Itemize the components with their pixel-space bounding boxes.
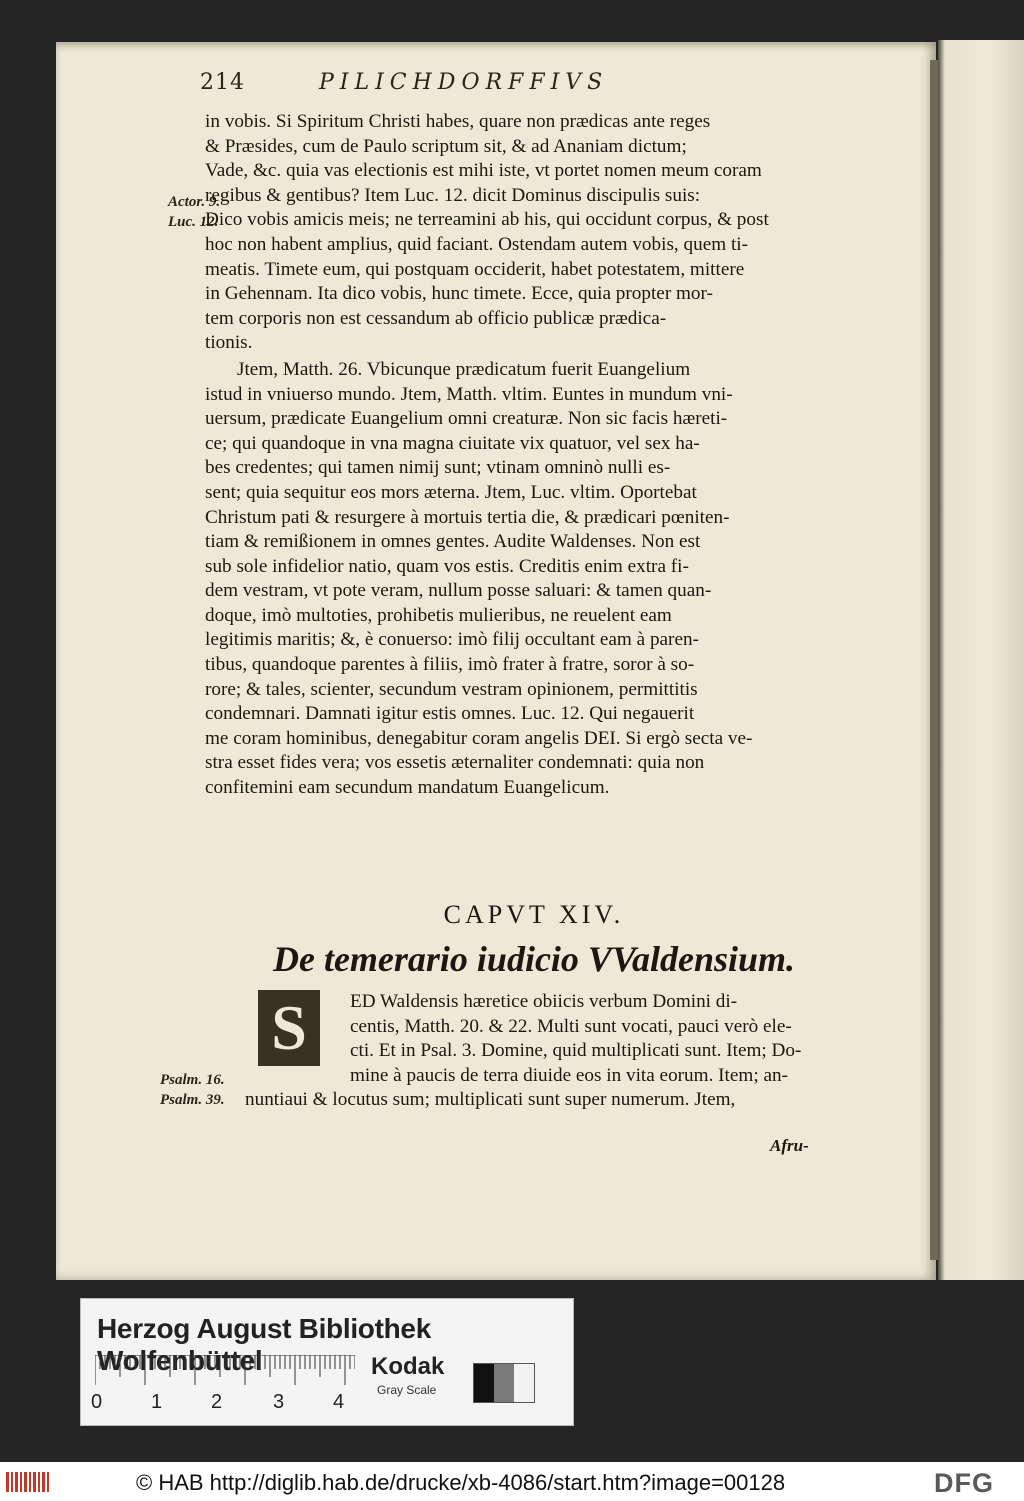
text-line: hoc non habent amplius, quid faciant. Ostendam autem vobis, quem ti- bbox=[205, 233, 748, 255]
swatch-white bbox=[514, 1364, 534, 1402]
facing-page-edge bbox=[938, 40, 1024, 1280]
margin-note-line: Psalm. 39. bbox=[160, 1092, 225, 1108]
library-color-card bbox=[80, 1298, 574, 1426]
swatch-black bbox=[474, 1364, 494, 1402]
paragraph-item bbox=[205, 358, 863, 801]
text-line: bes credentes; qui tamen nimij sunt; vtinam omninò nulli es- bbox=[205, 457, 671, 479]
text-line: sub sole infidelior natio, quam vos estis. Creditis enim extra fi- bbox=[205, 555, 689, 577]
text-line: istud in vniuerso mundo. Jtem, Matth. vltim. Euntes in mundum vni- bbox=[205, 383, 733, 405]
gray-swatches bbox=[473, 1363, 535, 1403]
text-line: tibus, quandoque parentes à filiis, imò frater à fratre, soror à so- bbox=[205, 654, 695, 676]
text-line: doque, imò multoties, prohibetis mulieribus, ne reuelent eam bbox=[205, 604, 672, 626]
ruler-number: 2 bbox=[211, 1391, 223, 1413]
text-line: tem corporis non est cessandum ab officio publicæ prædica- bbox=[205, 307, 667, 329]
text-line: in vobis. Si Spiritum Christi habes, quare non prædicas ante reges bbox=[205, 111, 711, 132]
margin-note-line: Luc. 12. bbox=[168, 214, 219, 230]
running-head bbox=[200, 70, 720, 95]
running-title: PILICHDORFFIVS bbox=[319, 70, 609, 95]
text-line: stra esset fides vera; vos essetis æternaliter condemnati: quia non bbox=[205, 752, 705, 774]
text-line: cti. Et in Psal. 3. Domine, quid multiplicati sunt. Item; Do- bbox=[350, 1040, 802, 1062]
text-line: & Præsides, cum de Paulo scriptum sit, & ad Ananiam dictum; bbox=[205, 135, 687, 157]
page-gutter-shadow bbox=[930, 60, 938, 1260]
footer-bar bbox=[0, 1462, 1024, 1501]
gray-scale-label: Gray Scale bbox=[377, 1383, 437, 1397]
text-line: Jtem, Matth. 26. Vbicunque prædicatum fuerit Euangelium bbox=[237, 358, 691, 380]
text-line: ce; qui quandoque in vna magna ciuitate vix quatuor, vel sex ha- bbox=[205, 432, 700, 454]
page-number: 214 bbox=[200, 70, 245, 95]
ruler-number: 3 bbox=[273, 1391, 285, 1413]
text-line: tiam & remißionem in omnes gentes. Audite Waldenses. Non est bbox=[205, 531, 701, 553]
ruler-scale bbox=[95, 1355, 355, 1387]
text-line: Dico vobis amicis meis; ne terreamini ab his, qui occidunt corpus, & post bbox=[205, 209, 769, 231]
text-line: condemnari. Damnati igitur estis omnes. Luc. 12. Qui negauerit bbox=[205, 703, 695, 725]
text-line: Christum pati & resurgere à mortuis tertia die, & prædicari pœniten- bbox=[205, 506, 730, 528]
ruler-number: 0 bbox=[91, 1391, 103, 1413]
text-line: tionis. bbox=[205, 332, 253, 354]
chapter-subtitle: De temerario iudicio VValdensium. bbox=[272, 939, 796, 979]
text-line: Vade, &c. quia vas electionis est mihi iste, vt portet nomen meum coram bbox=[205, 160, 762, 182]
text-line: dem vestram, vt pote veram, nullum posse saluari: & tamen quan- bbox=[205, 580, 712, 602]
dfg-logo: DFG bbox=[934, 1468, 994, 1498]
text-line: sent; quia sequitur eos mors æterna. Jtem, Luc. vltim. Oportebat bbox=[205, 481, 697, 503]
text-line: meatis. Timete eum, qui postquam occiderit, habet potestatem, mittere bbox=[205, 258, 745, 280]
kodak-logo: Kodak bbox=[371, 1353, 445, 1380]
text-line: uersum, prædicate Euangelium omni creaturæ. Non sic facis hæreti- bbox=[205, 408, 728, 430]
margin-note-line: Actor. 9. bbox=[168, 194, 221, 210]
text-line: legitimis maritis; &, è conuerso: imò filij occultant eam à paren- bbox=[205, 629, 699, 651]
margin-note-psalms bbox=[160, 1070, 225, 1110]
catchword: Afru- bbox=[770, 1136, 809, 1155]
text-line: nuntiaui & locutus sum; multiplicati sunt super numerum. Jtem, bbox=[245, 1089, 736, 1111]
margin-note-line: Psalm. 16. bbox=[160, 1072, 225, 1088]
library-name: Herzog August Bibliothek Wolfenbüttel bbox=[97, 1313, 431, 1376]
main-text-block bbox=[205, 110, 863, 801]
text-line: mine à paucis de terra diuide eos in vita eorum. Item; an- bbox=[350, 1064, 788, 1086]
paragraph-continuation bbox=[205, 110, 863, 356]
ruler-number: 4 bbox=[333, 1391, 345, 1413]
swatch-gray bbox=[494, 1364, 514, 1402]
text-line: ED Waldensis hæretice obiicis verbum Domini di- bbox=[350, 991, 738, 1012]
text-line: regibus & gentibus? Item Luc. 12. dicit Dominus discipulis suis: bbox=[205, 184, 701, 206]
text-line: rore; & tales, scienter, secundum vestram opinionem, permittitis bbox=[205, 678, 698, 700]
text-line: confitemini eam secundum mandatum Euangelicum. bbox=[205, 777, 610, 799]
text-line: centis, Matth. 20. & 22. Multi sunt vocati, pauci verò ele- bbox=[350, 1015, 792, 1037]
text-line: me coram hominibus, denegabitur coram angelis DEI. Si ergò secta ve- bbox=[205, 727, 753, 749]
decorated-initial: S bbox=[258, 990, 320, 1066]
ruler-number: 1 bbox=[151, 1391, 163, 1413]
text-line: in Gehennam. Ita dico vobis, hunc timete. Ecce, quia propter mor- bbox=[205, 283, 713, 305]
chapter-heading: CAPVT XIV. bbox=[443, 900, 625, 929]
copyright-url[interactable]: © HAB http://diglib.hab.de/drucke/xb-4086/start.htm?image=00128 bbox=[136, 1470, 786, 1495]
hab-logo-icon bbox=[6, 1470, 50, 1494]
